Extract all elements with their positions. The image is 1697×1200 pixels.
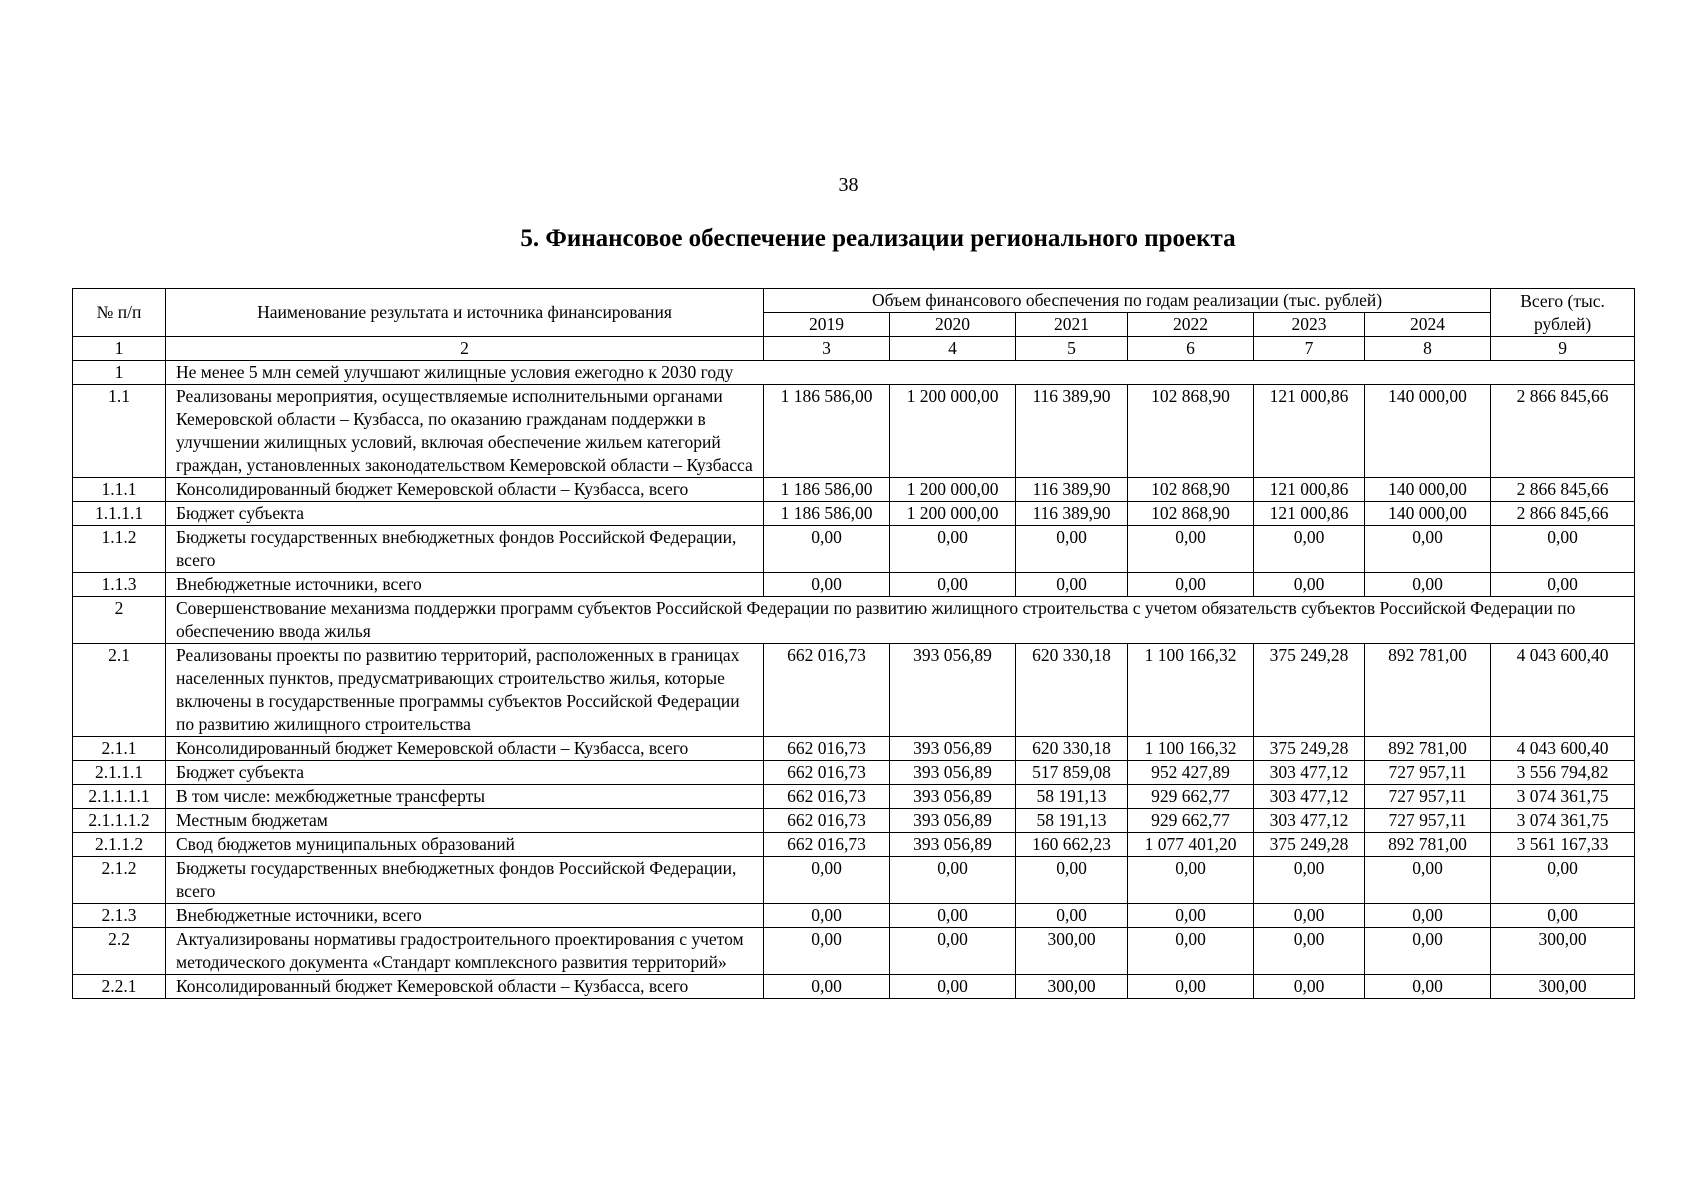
row-value: 0,00 bbox=[764, 928, 890, 975]
row-value: 303 477,12 bbox=[1254, 809, 1365, 833]
row-name: Бюджеты государственных внебюджетных фондов Российской Федерации, всего bbox=[166, 526, 764, 573]
row-code: 2.1.1.1.2 bbox=[73, 809, 166, 833]
row-value: 0,00 bbox=[1128, 526, 1254, 573]
row-value: 393 056,89 bbox=[890, 644, 1016, 737]
row-value: 0,00 bbox=[764, 975, 890, 999]
financing-table bbox=[72, 288, 1635, 999]
row-value: 393 056,89 bbox=[890, 785, 1016, 809]
row-value: 0,00 bbox=[1365, 857, 1491, 904]
row-value: 303 477,12 bbox=[1254, 785, 1365, 809]
row-value: 892 781,00 bbox=[1365, 644, 1491, 737]
row-code: 1.1.2 bbox=[73, 526, 166, 573]
row-total: 2 866 845,66 bbox=[1491, 478, 1635, 502]
row-value: 0,00 bbox=[1365, 573, 1491, 597]
header-year-2023: 2023 bbox=[1254, 313, 1365, 337]
row-code: 1.1.1 bbox=[73, 478, 166, 502]
row-code: 2.1.3 bbox=[73, 904, 166, 928]
row-value: 1 100 166,32 bbox=[1128, 644, 1254, 737]
row-value: 0,00 bbox=[1128, 573, 1254, 597]
row-value: 393 056,89 bbox=[890, 833, 1016, 857]
row-total: 300,00 bbox=[1491, 928, 1635, 975]
row-value: 929 662,77 bbox=[1128, 809, 1254, 833]
row-value: 727 957,11 bbox=[1365, 809, 1491, 833]
row-value: 0,00 bbox=[1016, 857, 1128, 904]
row-total: 2 866 845,66 bbox=[1491, 502, 1635, 526]
header-name-col: Наименование результата и источника финансирования bbox=[166, 289, 764, 337]
table-row bbox=[73, 644, 1635, 737]
section-title: Совершенствование механизма поддержки программ субъектов Российской Федерации по развитию жилищного строительства с учетом обязательств субъектов Российской Федерации по обеспечению ввода жилья bbox=[166, 597, 1635, 644]
row-value: 1 186 586,00 bbox=[764, 502, 890, 526]
header-year-2021: 2021 bbox=[1016, 313, 1128, 337]
column-index-cell: 6 bbox=[1128, 337, 1254, 361]
header-years-group: Объем финансового обеспечения по годам реализации (тыс. рублей) bbox=[764, 289, 1491, 313]
row-name: Реализованы мероприятия, осуществляемые исполнительными органами Кемеровской области – Кузбасса, по оказанию гражданам поддержки в улучшении жилищных условий, включая обеспечение жильем категорий граждан, установленных законодательством Кемеровской области – Кузбасса bbox=[166, 385, 764, 478]
row-name: Местным бюджетам bbox=[166, 809, 764, 833]
table-body bbox=[73, 361, 1635, 999]
row-value: 0,00 bbox=[890, 975, 1016, 999]
row-value: 0,00 bbox=[764, 857, 890, 904]
row-value: 121 000,86 bbox=[1254, 502, 1365, 526]
table-row bbox=[73, 975, 1635, 999]
section-row bbox=[73, 597, 1635, 644]
row-code: 1 bbox=[73, 361, 166, 385]
header-year-2020: 2020 bbox=[890, 313, 1016, 337]
row-value: 0,00 bbox=[1016, 526, 1128, 573]
row-value: 375 249,28 bbox=[1254, 737, 1365, 761]
table-row bbox=[73, 785, 1635, 809]
table-row bbox=[73, 385, 1635, 478]
table-row bbox=[73, 573, 1635, 597]
row-value: 1 200 000,00 bbox=[890, 502, 1016, 526]
row-total: 3 074 361,75 bbox=[1491, 809, 1635, 833]
column-index-cell: 3 bbox=[764, 337, 890, 361]
table-row bbox=[73, 737, 1635, 761]
row-value: 1 200 000,00 bbox=[890, 385, 1016, 478]
row-total: 4 043 600,40 bbox=[1491, 644, 1635, 737]
row-name: Бюджет субъекта bbox=[166, 761, 764, 785]
row-value: 620 330,18 bbox=[1016, 737, 1128, 761]
table-header bbox=[73, 289, 1635, 361]
row-value: 952 427,89 bbox=[1128, 761, 1254, 785]
row-total: 0,00 bbox=[1491, 573, 1635, 597]
document-title: 5. Финансовое обеспечение реализации регионального проекта bbox=[520, 225, 1236, 252]
row-value: 375 249,28 bbox=[1254, 644, 1365, 737]
table-row bbox=[73, 809, 1635, 833]
row-value: 0,00 bbox=[1365, 904, 1491, 928]
row-value: 662 016,73 bbox=[764, 644, 890, 737]
row-value: 727 957,11 bbox=[1365, 785, 1491, 809]
row-value: 0,00 bbox=[890, 904, 1016, 928]
row-value: 929 662,77 bbox=[1128, 785, 1254, 809]
row-value: 0,00 bbox=[1128, 975, 1254, 999]
row-value: 121 000,86 bbox=[1254, 385, 1365, 478]
row-value: 0,00 bbox=[1254, 928, 1365, 975]
row-value: 102 868,90 bbox=[1128, 385, 1254, 478]
row-value: 375 249,28 bbox=[1254, 833, 1365, 857]
column-index-cell: 4 bbox=[890, 337, 1016, 361]
row-name: Реализованы проекты по развитию территорий, расположенных в границах населенных пунктов, предусматривающих строительство жилья, которые включены в государственные программы субъектов Российской Федерации по развитию жилищного строительства bbox=[166, 644, 764, 737]
row-value: 116 389,90 bbox=[1016, 478, 1128, 502]
row-value: 58 191,13 bbox=[1016, 785, 1128, 809]
row-name: В том числе: межбюджетные трансферты bbox=[166, 785, 764, 809]
table-row bbox=[73, 526, 1635, 573]
row-value: 892 781,00 bbox=[1365, 737, 1491, 761]
row-value: 0,00 bbox=[1365, 928, 1491, 975]
row-value: 58 191,13 bbox=[1016, 809, 1128, 833]
row-name: Консолидированный бюджет Кемеровской области – Кузбасса, всего bbox=[166, 478, 764, 502]
page-number: 38 bbox=[838, 174, 859, 196]
column-index-cell: 1 bbox=[73, 337, 166, 361]
row-value: 1 186 586,00 bbox=[764, 385, 890, 478]
header-year-2019: 2019 bbox=[764, 313, 890, 337]
row-value: 393 056,89 bbox=[890, 737, 1016, 761]
row-value: 116 389,90 bbox=[1016, 502, 1128, 526]
row-value: 662 016,73 bbox=[764, 809, 890, 833]
row-value: 0,00 bbox=[764, 526, 890, 573]
row-value: 393 056,89 bbox=[890, 761, 1016, 785]
row-total: 3 074 361,75 bbox=[1491, 785, 1635, 809]
header-num-col: № п/п bbox=[73, 289, 166, 337]
row-name: Бюджет субъекта bbox=[166, 502, 764, 526]
column-index-cell: 8 bbox=[1365, 337, 1491, 361]
row-name: Актуализированы нормативы градостроительного проектирования с учетом методического документа «Стандарт комплексного развития территорий» bbox=[166, 928, 764, 975]
row-code: 2.2.1 bbox=[73, 975, 166, 999]
row-code: 2.1.2 bbox=[73, 857, 166, 904]
header-year-2022: 2022 bbox=[1128, 313, 1254, 337]
row-total: 2 866 845,66 bbox=[1491, 385, 1635, 478]
row-value: 727 957,11 bbox=[1365, 761, 1491, 785]
table-row bbox=[73, 904, 1635, 928]
row-value: 620 330,18 bbox=[1016, 644, 1128, 737]
column-index-cell: 5 bbox=[1016, 337, 1128, 361]
row-value: 0,00 bbox=[1128, 904, 1254, 928]
row-value: 140 000,00 bbox=[1365, 502, 1491, 526]
row-value: 0,00 bbox=[1016, 573, 1128, 597]
row-value: 1 200 000,00 bbox=[890, 478, 1016, 502]
section-row bbox=[73, 361, 1635, 385]
table-row bbox=[73, 478, 1635, 502]
row-name: Внебюджетные источники, всего bbox=[166, 904, 764, 928]
row-value: 1 100 166,32 bbox=[1128, 737, 1254, 761]
row-code: 2.2 bbox=[73, 928, 166, 975]
row-name: Свод бюджетов муниципальных образований bbox=[166, 833, 764, 857]
header-total-col: Всего (тыс. рублей) bbox=[1491, 289, 1635, 337]
row-code: 1.1 bbox=[73, 385, 166, 478]
row-value: 0,00 bbox=[1254, 526, 1365, 573]
table-row bbox=[73, 761, 1635, 785]
row-value: 0,00 bbox=[1128, 928, 1254, 975]
row-total: 3 556 794,82 bbox=[1491, 761, 1635, 785]
row-name: Бюджеты государственных внебюджетных фондов Российской Федерации, всего bbox=[166, 857, 764, 904]
row-value: 662 016,73 bbox=[764, 833, 890, 857]
row-value: 517 859,08 bbox=[1016, 761, 1128, 785]
row-code: 2.1.1.1.1 bbox=[73, 785, 166, 809]
row-value: 300,00 bbox=[1016, 975, 1128, 999]
row-value: 0,00 bbox=[1365, 975, 1491, 999]
row-value: 303 477,12 bbox=[1254, 761, 1365, 785]
row-value: 102 868,90 bbox=[1128, 502, 1254, 526]
row-value: 0,00 bbox=[764, 904, 890, 928]
row-code: 2 bbox=[73, 597, 166, 644]
row-name: Консолидированный бюджет Кемеровской области – Кузбасса, всего bbox=[166, 737, 764, 761]
row-value: 116 389,90 bbox=[1016, 385, 1128, 478]
section-title: Не менее 5 млн семей улучшают жилищные условия ежегодно к 2030 году bbox=[166, 361, 1635, 385]
row-value: 300,00 bbox=[1016, 928, 1128, 975]
row-code: 2.1 bbox=[73, 644, 166, 737]
row-value: 0,00 bbox=[890, 526, 1016, 573]
table-row bbox=[73, 857, 1635, 904]
row-value: 0,00 bbox=[1365, 526, 1491, 573]
row-value: 0,00 bbox=[1016, 904, 1128, 928]
row-name: Консолидированный бюджет Кемеровской области – Кузбасса, всего bbox=[166, 975, 764, 999]
row-value: 140 000,00 bbox=[1365, 385, 1491, 478]
row-name: Внебюджетные источники, всего bbox=[166, 573, 764, 597]
row-value: 0,00 bbox=[890, 857, 1016, 904]
row-value: 0,00 bbox=[764, 573, 890, 597]
row-value: 0,00 bbox=[1128, 857, 1254, 904]
row-value: 1 186 586,00 bbox=[764, 478, 890, 502]
row-value: 662 016,73 bbox=[764, 785, 890, 809]
row-code: 2.1.1.2 bbox=[73, 833, 166, 857]
row-code: 1.1.1.1 bbox=[73, 502, 166, 526]
row-code: 2.1.1.1 bbox=[73, 761, 166, 785]
column-index-cell: 2 bbox=[166, 337, 764, 361]
row-value: 0,00 bbox=[1254, 857, 1365, 904]
row-value: 160 662,23 bbox=[1016, 833, 1128, 857]
table-row bbox=[73, 502, 1635, 526]
row-total: 0,00 bbox=[1491, 526, 1635, 573]
row-total: 4 043 600,40 bbox=[1491, 737, 1635, 761]
column-index-row bbox=[73, 337, 1635, 361]
row-value: 393 056,89 bbox=[890, 809, 1016, 833]
row-total: 0,00 bbox=[1491, 904, 1635, 928]
row-total: 3 561 167,33 bbox=[1491, 833, 1635, 857]
row-value: 662 016,73 bbox=[764, 761, 890, 785]
row-value: 121 000,86 bbox=[1254, 478, 1365, 502]
column-index-cell: 7 bbox=[1254, 337, 1365, 361]
row-value: 0,00 bbox=[1254, 904, 1365, 928]
row-code: 1.1.3 bbox=[73, 573, 166, 597]
row-value: 0,00 bbox=[1254, 975, 1365, 999]
row-value: 140 000,00 bbox=[1365, 478, 1491, 502]
row-value: 0,00 bbox=[1254, 573, 1365, 597]
row-value: 0,00 bbox=[890, 928, 1016, 975]
table-row bbox=[73, 928, 1635, 975]
row-total: 300,00 bbox=[1491, 975, 1635, 999]
row-value: 662 016,73 bbox=[764, 737, 890, 761]
table-row bbox=[73, 833, 1635, 857]
row-value: 892 781,00 bbox=[1365, 833, 1491, 857]
row-value: 102 868,90 bbox=[1128, 478, 1254, 502]
column-index-cell: 9 bbox=[1491, 337, 1635, 361]
row-value: 0,00 bbox=[890, 573, 1016, 597]
header-year-2024: 2024 bbox=[1365, 313, 1491, 337]
row-code: 2.1.1 bbox=[73, 737, 166, 761]
row-value: 1 077 401,20 bbox=[1128, 833, 1254, 857]
row-total: 0,00 bbox=[1491, 857, 1635, 904]
